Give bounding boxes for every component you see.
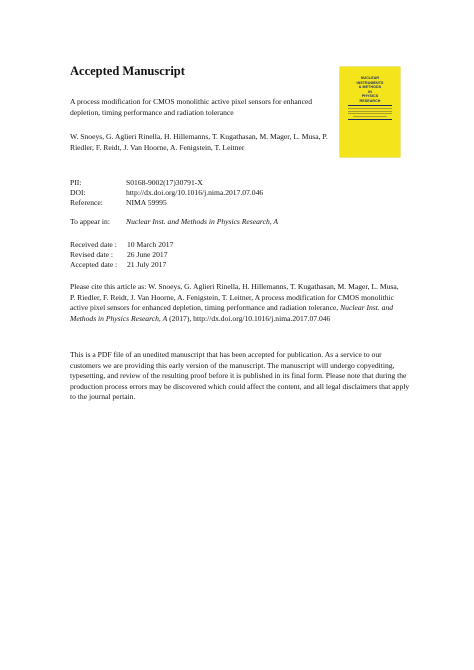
author-list: W. Snoeys, G. Aglieri Rinella, H. Hillemanns, T. Kugathasan, M. Mager, L. Musa, P. Riedler, F. Reidt, J. Van Hoorne, A. Fenigstein, T. Leitner bbox=[70, 132, 328, 152]
article-identifiers bbox=[70, 178, 263, 207]
cover-fine-text bbox=[348, 108, 392, 109]
citation-paragraph bbox=[70, 282, 404, 324]
accepted-label: Accepted date : bbox=[70, 259, 118, 269]
revised-row bbox=[70, 250, 173, 260]
cover-fine-text bbox=[348, 113, 392, 114]
reference-value: NIMA 59995 bbox=[126, 197, 167, 207]
doi-link[interactable]: http://dx.doi.org/10.1016/j.nima.2017.07.046 bbox=[126, 187, 264, 197]
citation-doi: (2017), http://dx.doi.org/10.1016/j.nima.2017.07.046 bbox=[167, 313, 331, 323]
cover-title-line: NUCLEAR bbox=[360, 76, 380, 80]
cover-title-line: INSTRUMENTS bbox=[356, 80, 384, 85]
accepted-value: 21 July 2017 bbox=[127, 259, 167, 269]
received-label: Received date : bbox=[70, 240, 117, 249]
cover-title-line: PHYSICS bbox=[361, 94, 379, 98]
citation-text: Please cite this article as: W. Snoeys, G. Aglieri Rinella, H. Hillemanns, T. Kugathasan, M. Mager, L. Musa, P. Riedler, F. Reidt, J. Van Hoorne, A. Fenigstein, T. Leitner, A process modification for CMOS monolithic active pixel sensors for enhanced depletion, timing performance and radiation tolerance, bbox=[70, 282, 399, 313]
revised-value: 26 June 2017 bbox=[127, 249, 168, 259]
citation-journal: Nuclear Inst. and Methods in Physics Research, A bbox=[70, 303, 394, 323]
pii-value: S0168-9002(17)30791-X bbox=[126, 178, 203, 187]
received-value: 10 March 2017 bbox=[127, 240, 174, 249]
doi-label: DOI: bbox=[70, 187, 86, 197]
received-row bbox=[70, 240, 173, 250]
pii-label: PII: bbox=[70, 178, 82, 187]
cover-rule bbox=[348, 119, 392, 120]
reference-row bbox=[70, 198, 263, 208]
disclaimer-paragraph: This is a PDF file of an unedited manuscript that has been accepted for publication. As a service to our customers we are providing this early version of the manuscript. The manuscript will undergo copyediting, typesetting, and review of the resulting proof before it is published in its final form. Please note that during the production process errors may be discovered which could affect the content, and all legal disclaimers that apply to the journal pertain. bbox=[70, 350, 410, 402]
to-appear-row bbox=[70, 217, 278, 228]
cover-rule bbox=[348, 105, 392, 106]
journal-cover-image bbox=[340, 67, 400, 157]
cover-title-line: & METHODS bbox=[358, 85, 382, 89]
to-appear-label: To appear in: bbox=[70, 217, 110, 226]
pii-row bbox=[70, 178, 263, 188]
article-dates bbox=[70, 240, 173, 269]
article-title: A process modification for CMOS monolithic active pixel sensors for enhanced depletion, timing performance and radiation tolerance bbox=[70, 97, 313, 117]
journal-name: Nuclear Inst. and Methods in Physics Research, A bbox=[126, 217, 279, 226]
revised-label: Revised date : bbox=[70, 249, 114, 259]
page-title: Accepted Manuscript bbox=[70, 64, 185, 78]
accepted-row bbox=[70, 260, 173, 270]
cover-title-line: RESEARCH bbox=[359, 98, 381, 103]
cover-fine-text bbox=[348, 111, 392, 112]
cover-title-line: IN bbox=[368, 89, 372, 94]
cover-fine-text bbox=[353, 116, 387, 117]
reference-label: Reference: bbox=[70, 197, 103, 207]
doi-row bbox=[70, 188, 263, 198]
